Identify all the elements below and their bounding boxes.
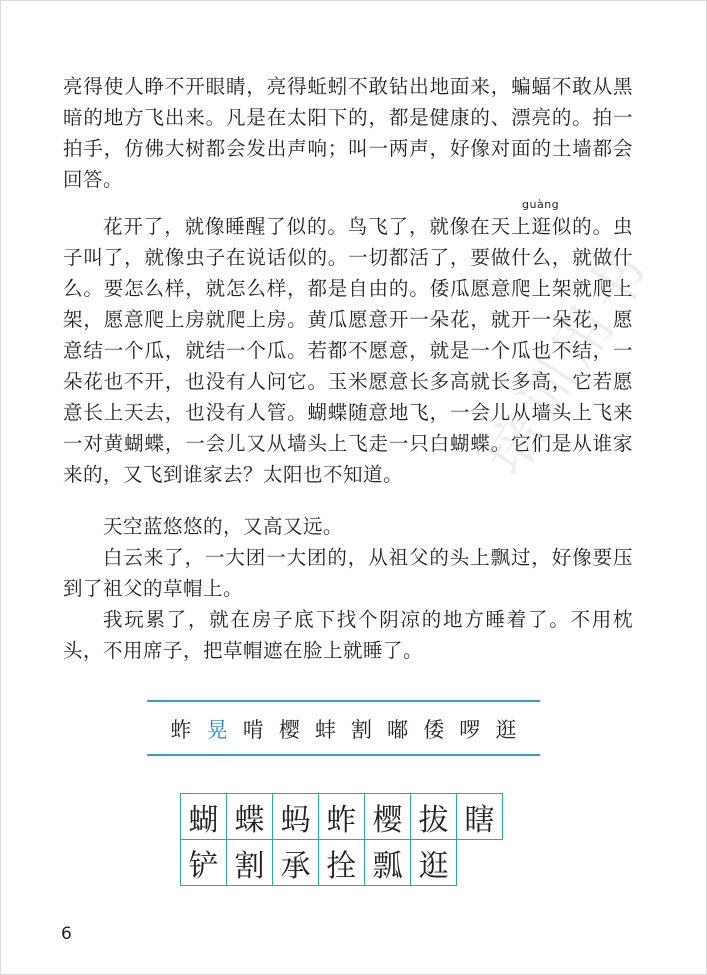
writing-grid bbox=[180, 793, 503, 886]
writing-cell: 铲 bbox=[180, 839, 227, 886]
paragraph-nap: 我玩累了，就在房子底下找个阴凉的地方睡着了。不用枕头，不用席子，把草帽遮在脸上就睡了。 bbox=[63, 608, 633, 662]
paragraph-sky: 天空蓝悠悠的，又高又远。 bbox=[103, 515, 344, 538]
writing-cell: 蚂 bbox=[272, 793, 319, 840]
writing-cell: 瞎 bbox=[456, 793, 503, 840]
recognize-char: 割 bbox=[351, 718, 373, 742]
pinyin-annotation: guàng bbox=[522, 198, 560, 211]
writing-cell: 蚱 bbox=[318, 793, 365, 840]
recognize-char: 蚌 bbox=[314, 718, 336, 742]
writing-grid-row-2 bbox=[180, 839, 503, 886]
recognize-char: 逛 bbox=[495, 718, 517, 742]
paragraph-clouds: 白云来了，一大团一大团的，从祖父的头上飘过，好像要压到了祖父的草帽上。 bbox=[63, 546, 633, 600]
recognize-char-highlighted: 晃 bbox=[206, 718, 228, 742]
writing-cell: 承 bbox=[272, 839, 319, 886]
writing-cell: 拔 bbox=[410, 793, 457, 840]
recognize-char: 啃 bbox=[242, 718, 264, 742]
paragraph-flowers: 花开了，就像睡醒了似的。鸟飞了，就像在天上逛似的。虫子叫了，就像虫子在说话似的。一切都活了，要做什么，就做什么。要怎么样，就怎么样，都是自由的。倭瓜愿意爬上架就爬上架，愿意爬上房就爬上房。黄瓜愿意开一朵花，就开一朵花，愿意结一个瓜，就结一个瓜。若都不愿意，就是一个瓜也不结，一朵花也不开，也没有人问它。玉米愿意长多高就长多高，它若愿意长上天去，也没有人管。蝴蝶随意地飞，一会儿从墙头上飞来一对黄蝴蝶，一会儿又从墙头上飞走一只白蝴蝶。它们是从谁家来的，又飞到谁家去？太阳也不知道。 bbox=[63, 215, 633, 486]
writing-cell: 逛 bbox=[410, 839, 457, 886]
writing-cell: 割 bbox=[226, 839, 273, 886]
recognize-char: 蚱 bbox=[170, 718, 192, 742]
writing-grid-row-1 bbox=[180, 793, 503, 840]
page-number: 6 bbox=[61, 924, 72, 944]
writing-cell: 瓢 bbox=[364, 839, 411, 886]
writing-cell: 樱 bbox=[364, 793, 411, 840]
watermark: 培训用书 bbox=[471, 234, 665, 488]
recognize-char: 嘟 bbox=[387, 718, 409, 742]
recognize-char: 倭 bbox=[423, 718, 445, 742]
recognize-char: 樱 bbox=[278, 718, 300, 742]
recognize-char: 啰 bbox=[459, 718, 481, 742]
writing-cell: 蝶 bbox=[226, 793, 273, 840]
recognize-characters-box bbox=[147, 700, 540, 756]
writing-cell: 蝴 bbox=[180, 793, 227, 840]
writing-cell: 拴 bbox=[318, 839, 365, 886]
paragraph-sunlight: 亮得使人睁不开眼睛，亮得蚯蚓不敢钻出地面来，蝙蝠不敢从黑暗的地方飞出来。凡是在太阳下的，都是健康的、漂亮的。拍一拍手，仿佛大树都会发出声响；叫一两声，好像对面的土墙都会回答。 bbox=[63, 75, 633, 191]
